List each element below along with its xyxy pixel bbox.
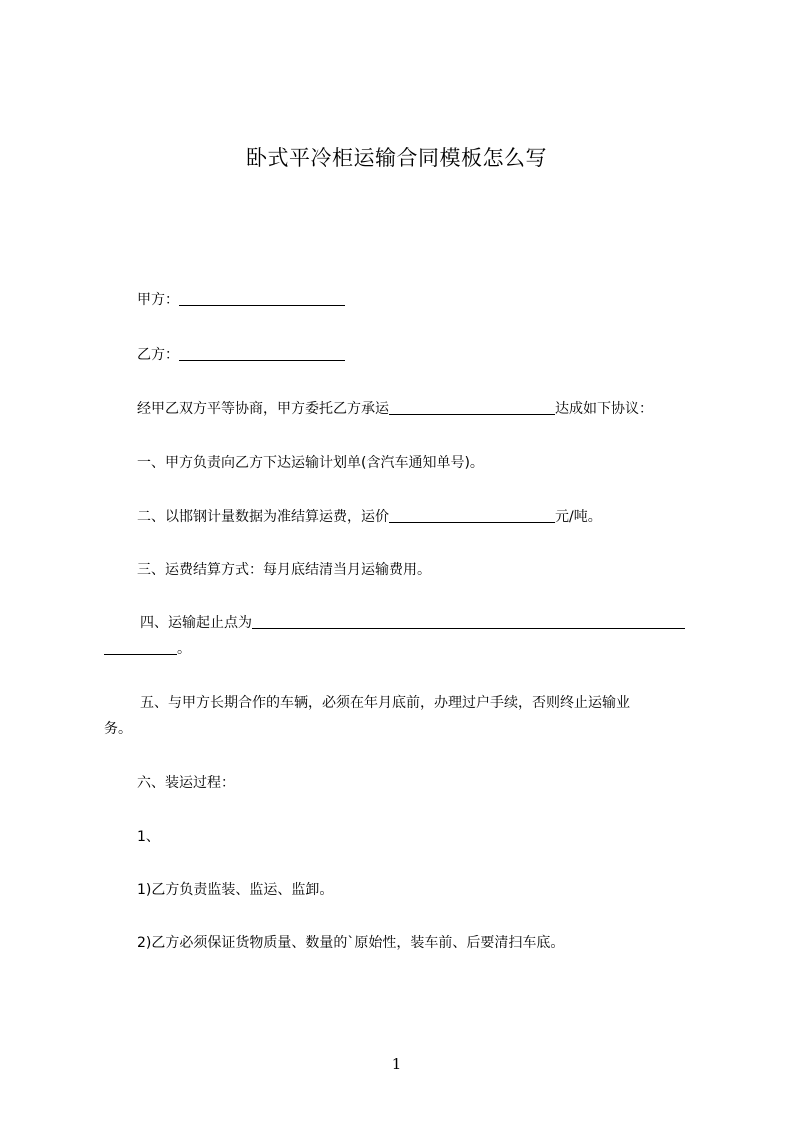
clause-4-line-2	[104, 636, 704, 662]
party-b-label: 乙方：	[137, 347, 179, 363]
route-blank	[252, 613, 685, 629]
intro-text-after: 达成如下协议：	[555, 401, 653, 417]
party-a-label: 甲方：	[137, 292, 179, 308]
sub-item-2: 2)乙方必须保证货物质量、数量的`原始性，装车前、后要清扫车底。	[137, 935, 565, 951]
freight-rate-blank	[389, 507, 555, 523]
clause-2-text-after: 元/吨。	[555, 509, 602, 525]
clause-6-heading: 六、装运过程：	[137, 775, 235, 791]
item-1: 1、	[137, 829, 160, 845]
route-blank-continued	[104, 639, 177, 655]
party-b-blank	[179, 345, 345, 361]
clause-1: 一、甲方负责向乙方下达运输计划单(含汽车通知单号)。	[137, 455, 484, 471]
party-a-blank	[179, 290, 345, 306]
clause-2-text-before: 二、以邯钢计量数据为准结算运费，运价	[137, 509, 389, 525]
document-title: 卧式平冷柜运输合同模板怎么写	[246, 146, 547, 170]
party-b-line	[104, 342, 737, 368]
cargo-blank	[389, 399, 555, 415]
clause-3: 三、运费结算方式：每月底结清当月运输费用。	[137, 562, 431, 578]
clause-5-line-2: 务。	[104, 721, 132, 737]
clause-2-line	[104, 504, 737, 530]
intro-text-before: 经甲乙双方平等协商，甲方委托乙方承运	[137, 401, 389, 417]
intro-line	[104, 396, 737, 422]
clause-5-line-1: 五、与甲方长期合作的车辆，必须在年月底前，办理过户手续，否则终止运输业	[140, 695, 630, 711]
clause-4-line-1	[104, 610, 740, 636]
clause-4-end: 。	[177, 641, 191, 657]
party-a-line	[104, 287, 737, 313]
sub-item-1: 1)乙方负责监装、监运、监卸。	[137, 882, 334, 898]
clause-4-text: 四、运输起止点为	[140, 615, 252, 631]
page-number: 1	[391, 1055, 402, 1073]
